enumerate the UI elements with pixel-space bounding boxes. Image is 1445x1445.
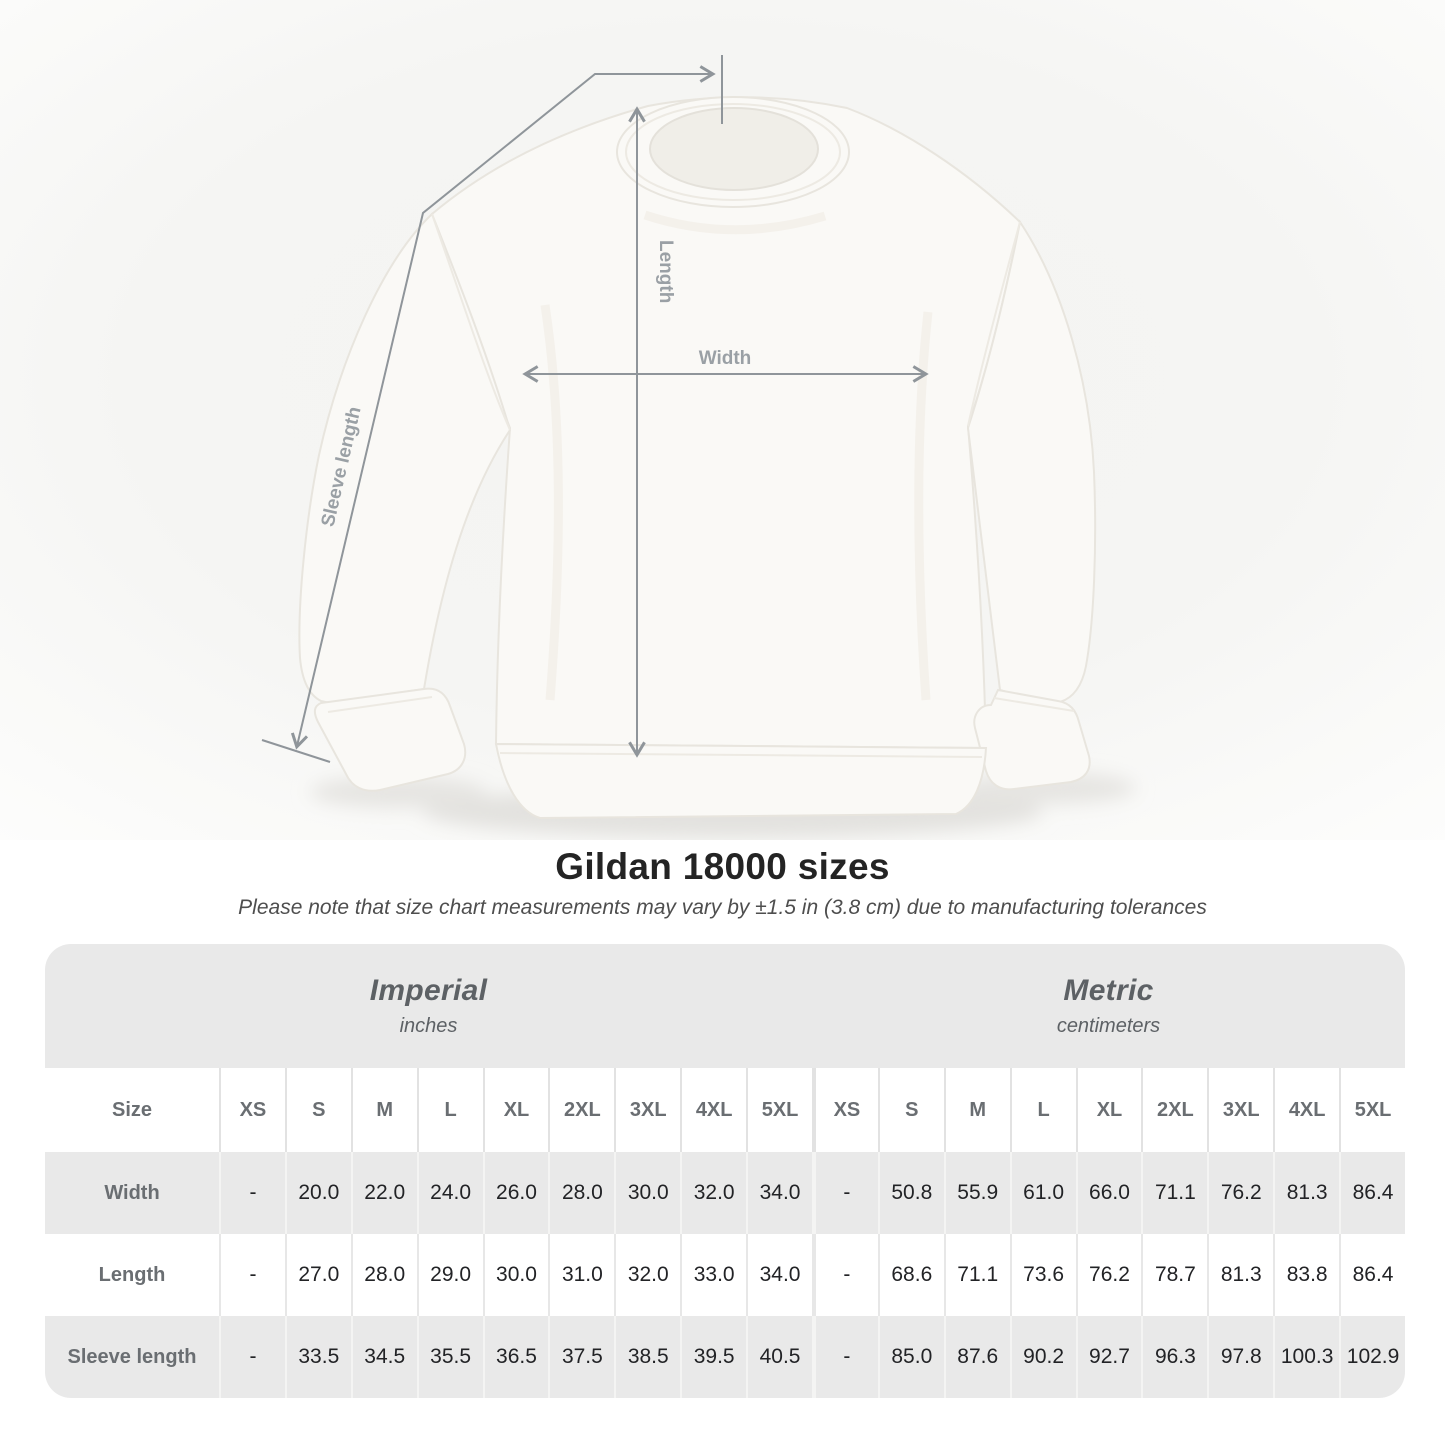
value-imperial-s: 33.5 (285, 1316, 351, 1398)
table-row-sleeve-length (45, 1316, 1405, 1398)
value-imperial-2xl: 28.0 (548, 1152, 614, 1234)
value-metric-5xl: 102.9 (1339, 1316, 1405, 1398)
row-label-length: Length (98, 1263, 166, 1286)
value-metric-m: 87.6 (944, 1316, 1010, 1398)
metric-title: Metric (1063, 974, 1154, 1007)
column-header-row (45, 1068, 1405, 1152)
size-table (45, 944, 1405, 1398)
value-imperial-s: 27.0 (285, 1234, 351, 1316)
value-imperial-xs: - (219, 1316, 285, 1398)
value-imperial-4xl: 39.5 (680, 1316, 746, 1398)
value-metric-2xl: 96.3 (1141, 1316, 1207, 1398)
value-metric-3xl: 81.3 (1207, 1234, 1273, 1316)
value-metric-2xl: 71.1 (1141, 1152, 1207, 1234)
size-header-metric-xs: XS (812, 1068, 878, 1152)
value-imperial-3xl: 32.0 (614, 1234, 680, 1316)
value-metric-xl: 76.2 (1076, 1234, 1142, 1316)
value-imperial-l: 24.0 (417, 1152, 483, 1234)
value-metric-l: 61.0 (1010, 1152, 1076, 1234)
value-imperial-m: 28.0 (351, 1234, 417, 1316)
sleeve-length-label: Sleeve length (317, 404, 366, 529)
value-metric-xs: - (812, 1316, 878, 1398)
row-label-sleeve-length: Sleeve length (67, 1345, 197, 1368)
size-header-imperial-xs: XS (219, 1068, 285, 1152)
value-imperial-l: 35.5 (417, 1316, 483, 1398)
size-header-imperial-xl: XL (483, 1068, 549, 1152)
value-imperial-3xl: 38.5 (614, 1316, 680, 1398)
size-header-imperial-m: M (351, 1068, 417, 1152)
value-imperial-xs: - (219, 1152, 285, 1234)
value-metric-xl: 66.0 (1076, 1152, 1142, 1234)
size-header-imperial-2xl: 2XL (548, 1068, 614, 1152)
unit-section-band (45, 944, 1405, 1068)
value-metric-5xl: 86.4 (1339, 1234, 1405, 1316)
value-metric-2xl: 78.7 (1141, 1234, 1207, 1316)
page-title: Gildan 18000 sizes (555, 846, 890, 887)
metric-subtitle: centimeters (1056, 1015, 1161, 1037)
size-header-metric-xl: XL (1076, 1068, 1142, 1152)
table-row-width (45, 1152, 1405, 1234)
value-metric-3xl: 76.2 (1207, 1152, 1273, 1234)
size-header-imperial-4xl: 4XL (680, 1068, 746, 1152)
width-label: Width (698, 348, 752, 369)
size-header-metric-s: S (878, 1068, 944, 1152)
size-column-header: Size (111, 1098, 153, 1121)
imperial-subtitle: inches (399, 1015, 458, 1037)
size-header-metric-2xl: 2XL (1141, 1068, 1207, 1152)
value-imperial-xl: 36.5 (483, 1316, 549, 1398)
value-imperial-xl: 30.0 (483, 1234, 549, 1316)
size-header-imperial-3xl: 3XL (614, 1068, 680, 1152)
imperial-section-header (45, 944, 812, 1068)
size-header-metric-5xl: 5XL (1339, 1068, 1405, 1152)
value-metric-xs: - (812, 1152, 878, 1234)
value-metric-l: 73.6 (1010, 1234, 1076, 1316)
table-row-length (45, 1234, 1405, 1316)
size-header-imperial-s: S (285, 1068, 351, 1152)
length-label: Length (655, 240, 676, 304)
value-imperial-xs: - (219, 1234, 285, 1316)
value-imperial-4xl: 33.0 (680, 1234, 746, 1316)
value-imperial-5xl: 40.5 (746, 1316, 812, 1398)
value-imperial-s: 20.0 (285, 1152, 351, 1234)
tolerance-note: Please note that size chart measurements may vary by ±1.5 in (3.8 cm) due to manufacturing tolerances (238, 896, 1207, 919)
size-header-imperial-l: L (417, 1068, 483, 1152)
value-metric-xs: - (812, 1234, 878, 1316)
value-imperial-5xl: 34.0 (746, 1152, 812, 1234)
size-header-metric-3xl: 3XL (1207, 1068, 1273, 1152)
size-header-metric-4xl: 4XL (1273, 1068, 1339, 1152)
size-header-metric-l: L (1010, 1068, 1076, 1152)
value-metric-s: 68.6 (878, 1234, 944, 1316)
imperial-title: Imperial (369, 974, 488, 1007)
value-metric-m: 71.1 (944, 1234, 1010, 1316)
value-imperial-xl: 26.0 (483, 1152, 549, 1234)
value-metric-5xl: 86.4 (1339, 1152, 1405, 1234)
value-imperial-l: 29.0 (417, 1234, 483, 1316)
row-label-width: Width (104, 1181, 160, 1204)
value-metric-s: 50.8 (878, 1152, 944, 1234)
neck-opening (650, 108, 818, 190)
value-imperial-2xl: 37.5 (548, 1316, 614, 1398)
value-metric-4xl: 81.3 (1273, 1152, 1339, 1234)
value-imperial-m: 22.0 (351, 1152, 417, 1234)
value-metric-xl: 92.7 (1076, 1316, 1142, 1398)
value-imperial-2xl: 31.0 (548, 1234, 614, 1316)
metric-section-header (812, 944, 1405, 1068)
value-imperial-4xl: 32.0 (680, 1152, 746, 1234)
value-imperial-5xl: 34.0 (746, 1234, 812, 1316)
value-imperial-3xl: 30.0 (614, 1152, 680, 1234)
value-metric-3xl: 97.8 (1207, 1316, 1273, 1398)
value-metric-4xl: 100.3 (1273, 1316, 1339, 1398)
value-imperial-m: 34.5 (351, 1316, 417, 1398)
size-header-imperial-5xl: 5XL (746, 1068, 812, 1152)
value-metric-l: 90.2 (1010, 1316, 1076, 1398)
value-metric-s: 85.0 (878, 1316, 944, 1398)
value-metric-m: 55.9 (944, 1152, 1010, 1234)
size-header-metric-m: M (944, 1068, 1010, 1152)
value-metric-4xl: 83.8 (1273, 1234, 1339, 1316)
